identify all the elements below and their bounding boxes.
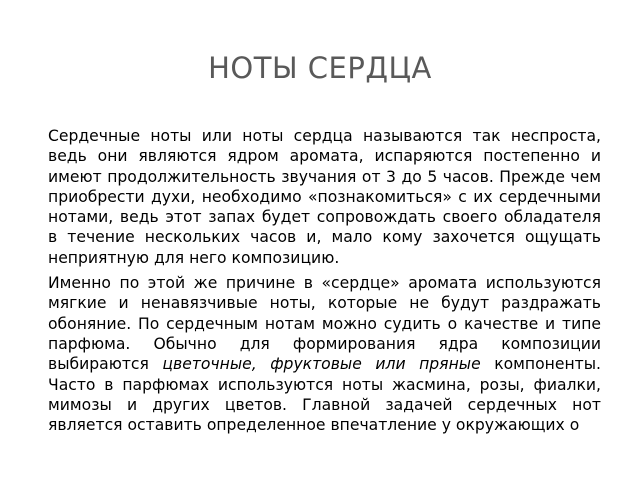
paragraph-2	[48, 273, 601, 435]
paragraph-2-italic-text: цветочные, фруктовые или пряные	[162, 355, 481, 374]
paragraph-2-text-end: компоненты. Часто в парфюмах используются ноты жасмина, розы, фиалки, мимозы и других цветов. Главной задачей сердечных нот является оставить определенное впечатление у окружающих о	[48, 355, 601, 435]
paragraph-1: Сердечные ноты или ноты сердца называются так неспроста, ведь они являются ядром аромата, испаряются постепенно и имеют продолжительность звучания от 3 до 5 часов. Прежде чем приобрести духи, необходимо «познакомиться» с их сердечными нотами, ведь этот запах будет сопровождать своего обладателя в течение нескольких часов и, мало кому захочется ощущать неприятную для него композицию.	[48, 127, 601, 267]
slide-title: НОТЫ СЕРДЦА	[208, 51, 432, 85]
paragraph-2-text-start: Именно по этой же причине в «сердце» аромата используются мягкие и ненавязчивые ноты, которые не будут раздражать обоняние. По сердечным нотам можно судить о качестве и типе парфюма. Обычно для формирования ядра композиции выбираются	[48, 274, 601, 374]
slide-body	[48, 126, 601, 440]
